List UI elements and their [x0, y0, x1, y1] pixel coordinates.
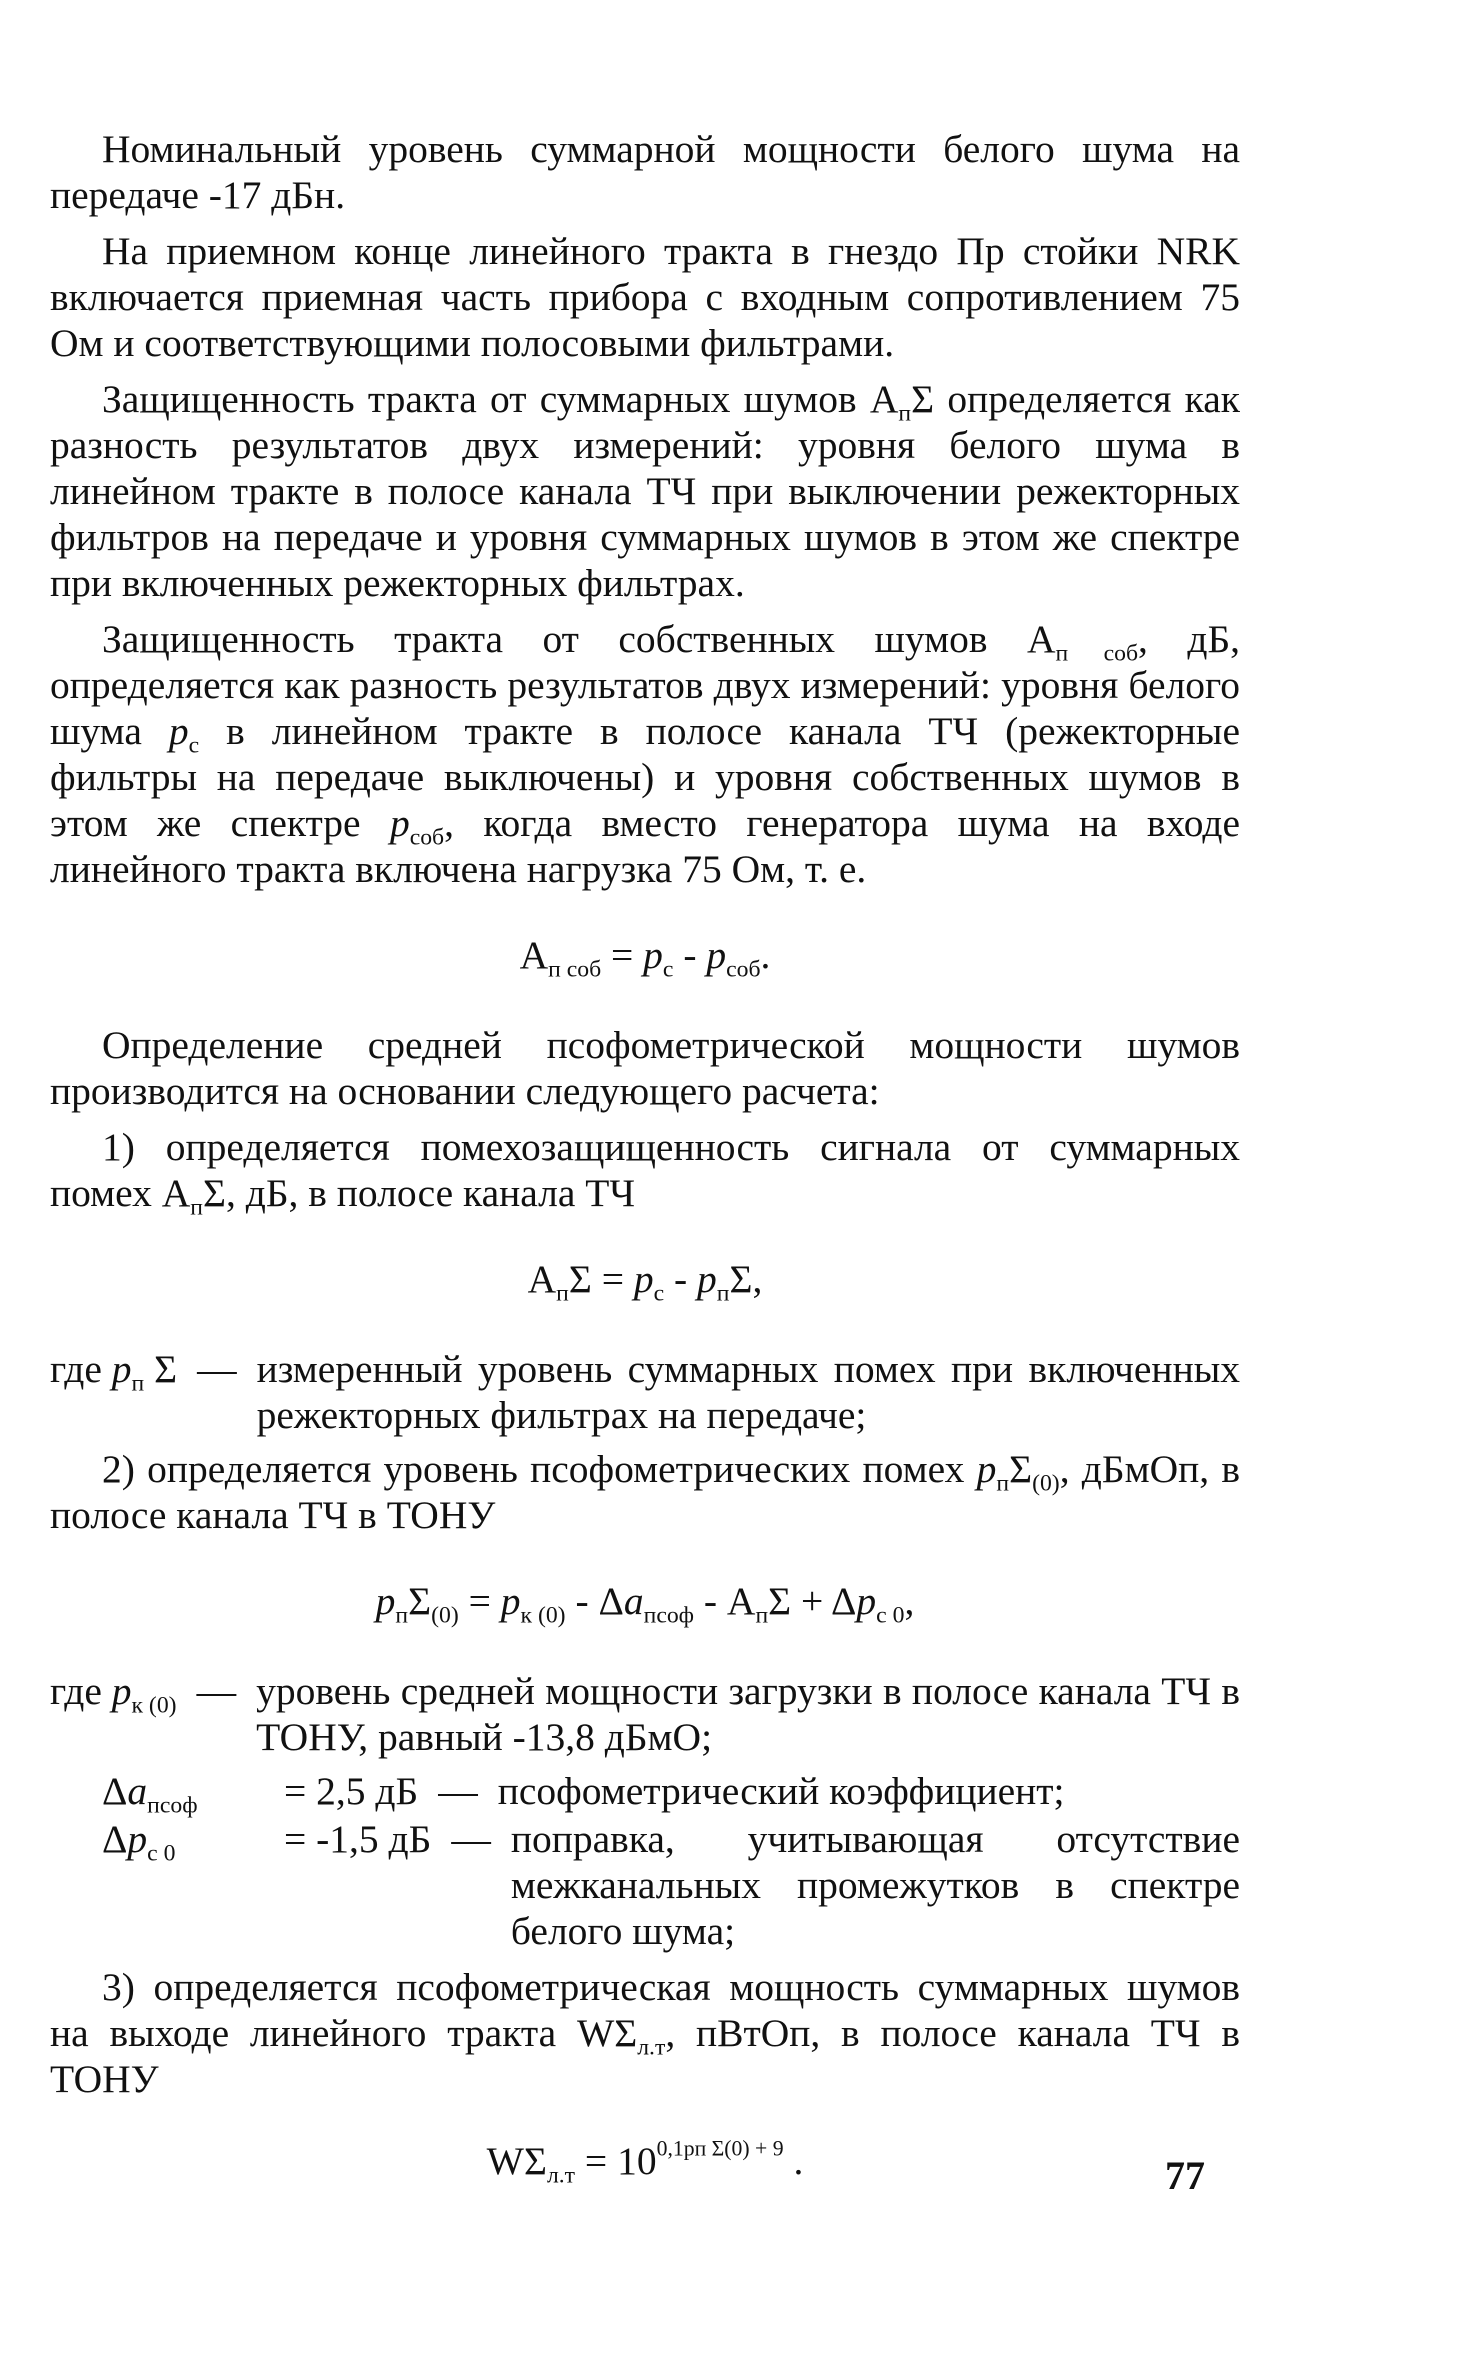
paragraph: [50, 228, 1240, 366]
variable: a: [623, 1579, 644, 1623]
subscript: к (0): [520, 1602, 566, 1629]
subscript: с 0: [876, 1602, 905, 1629]
subscript: с: [188, 732, 200, 759]
where-definition: [50, 1346, 1240, 1438]
subscript: п: [716, 1280, 730, 1307]
page-number: 77: [1165, 2153, 1205, 2198]
variable: p: [127, 1817, 148, 1861]
variable: p: [976, 1447, 997, 1491]
subscript: соб: [409, 824, 445, 851]
variable: p: [389, 801, 410, 845]
subscript: п: [131, 1370, 145, 1397]
paragraph-text: Определение средней псофометрической мощности шумов производится на основании следующего расчета:: [50, 1023, 1240, 1113]
formula-part: Σ: [144, 1347, 178, 1391]
variable: a: [127, 1769, 148, 1813]
definition-value: = -1,5 дБ: [284, 1817, 432, 1861]
formula-part: А: [527, 1257, 557, 1301]
formula-part: .: [760, 933, 771, 977]
subscript: псоф: [643, 1602, 695, 1629]
text-run: Защищенность тракта от суммарных шумов А: [102, 377, 899, 421]
subscript: (0): [1032, 1470, 1060, 1497]
subscript: п: [395, 1602, 409, 1629]
text-run: в линейном тракте в полосе канала ТЧ (режекторные фильтры на передаче выключены) и уровня собственных шумов в этом же спектре: [50, 709, 1240, 845]
definition-term: [50, 1816, 284, 1954]
formula: [50, 1256, 1240, 1307]
definition-text: уровень средней мощности загрузки в полосе канала ТЧ в ТОНУ, равный -13,8 дБмО;: [256, 1669, 1240, 1759]
variable: p: [643, 933, 663, 977]
subscript: п: [996, 1470, 1010, 1497]
where-definition: [50, 1668, 1240, 1760]
text-run: 1) определяется помехозащищенность сигнала от суммарных помех А: [50, 1125, 1240, 1215]
variable: p: [375, 1579, 396, 1623]
text-run: , когда вместо генератора шума на входе линейного тракта включена нагрузка 75 Ом, т. е.: [50, 801, 1241, 891]
formula-part: - Δ: [565, 1579, 624, 1623]
definition-text: поправка, учитывающая отсутствие межканальных промежутков в спектре белого шума;: [510, 1817, 1240, 1953]
em-dash: —: [196, 1669, 237, 1713]
text-run: Σ: [1009, 1447, 1033, 1491]
subscript: п соб: [548, 956, 602, 983]
subscript: п: [190, 1194, 203, 1221]
variable: p: [856, 1579, 877, 1623]
formula-part: Δ: [102, 1769, 128, 1813]
definition-term: [50, 1768, 284, 1819]
paragraph: [50, 376, 1240, 606]
subscript: л.т: [637, 2034, 666, 2061]
subscript: п соб: [1055, 640, 1139, 667]
text-run: , пВтОп, в полосе канала ТЧ в ТОНУ: [50, 2011, 1240, 2101]
definition-term: [50, 1346, 177, 1438]
text-run: , дБ, определяется как разность результатов двух измерений: уровня белого шума: [50, 617, 1240, 753]
subscript: к (0): [131, 1692, 177, 1719]
label: где: [50, 1347, 112, 1391]
text-run: 3) определяется псофометрическая мощность суммарных шумов на выходе линейного тракта WΣ: [50, 1965, 1240, 2055]
formula-part: Σ: [408, 1579, 432, 1623]
variable: p: [633, 1257, 654, 1301]
subscript: п: [755, 1602, 769, 1629]
definition-text: измеренный уровень суммарных помех при включенных режекторных фильтрах на передаче;: [256, 1347, 1240, 1437]
subscript: п: [898, 400, 912, 427]
formula: [50, 2136, 1240, 2189]
subscript: л.т: [546, 2162, 576, 2189]
variable: p: [706, 933, 727, 977]
formula-part: Σ,: [729, 1257, 763, 1301]
coefficient-definition: [50, 1768, 1240, 1819]
text-run: 2) определяется уровень псофометрических помех: [102, 1447, 977, 1491]
variable: p: [168, 709, 189, 753]
variable: p: [111, 1669, 132, 1713]
formula-part: =: [458, 1579, 501, 1623]
paragraph: [50, 1964, 1240, 2102]
formula-part: =: [601, 933, 644, 977]
formula: [50, 1578, 1240, 1629]
body-text: [50, 126, 1240, 2228]
formula: [50, 932, 1240, 983]
variable: p: [500, 1579, 521, 1623]
paragraph: [50, 1022, 1240, 1114]
subscript: соб: [726, 956, 761, 983]
paragraph: [50, 1124, 1240, 1221]
subscript: (0): [431, 1602, 459, 1629]
em-dash: —: [451, 1817, 491, 1861]
formula-part: .: [783, 2139, 804, 2183]
em-dash: —: [438, 1769, 478, 1813]
variable: p: [697, 1257, 717, 1301]
text-run: Защищенность тракта от собственных шумов А: [102, 617, 1056, 661]
formula-part: -: [673, 933, 707, 977]
formula-part: - А: [694, 1579, 756, 1623]
formula-part: WΣ: [486, 2139, 547, 2183]
coefficient-definition: [50, 1816, 1240, 1954]
formula-part: Δ: [102, 1817, 128, 1861]
text-run: Σ, дБ, в полосе канала ТЧ: [202, 1171, 636, 1215]
paragraph-text: Номинальный уровень суммарной мощности белого шума на передаче -17 дБн.: [50, 127, 1240, 217]
formula-part: Σ + Δ: [768, 1579, 857, 1623]
em-dash: —: [197, 1347, 237, 1391]
text-run: Σ определяется как разность результатов двух измерений: уровня белого шума в линейном тракте в полосе канала ТЧ при выключении режекторных фильтров на передаче и уровня суммарных шумов в этом же спектре при включенных режекторных фильтрах.: [50, 377, 1240, 605]
definition-value: = 2,5 дБ: [284, 1769, 419, 1813]
formula-part: Σ =: [568, 1257, 634, 1301]
subscript: с: [653, 1280, 665, 1307]
subscript: п: [556, 1280, 569, 1307]
paragraph: [50, 126, 1240, 218]
superscript: 0,1pп Σ(0) + 9: [656, 2136, 784, 2161]
text-run: , дБмОп, в полосе канала ТЧ в ТОНУ: [50, 1447, 1240, 1537]
subscript: с 0: [147, 1840, 176, 1867]
paragraph-text: На приемном конце линейного тракта в гнездо Пр стойки NRK включается приемная часть прибора с входным сопротивлением 75 Ом и соответствующими полосовыми фильтрами.: [50, 229, 1240, 365]
paragraph: [50, 616, 1240, 892]
definition-term: [50, 1668, 177, 1760]
formula-part: А: [519, 933, 549, 977]
subscript: псоф: [147, 1792, 198, 1819]
paragraph: [50, 1446, 1240, 1538]
formula-part: ,: [904, 1579, 915, 1623]
definition-text: псофометрический коэффициент;: [497, 1769, 1065, 1813]
formula-part: -: [664, 1257, 698, 1301]
formula-part: = 10: [575, 2139, 657, 2183]
label: где: [50, 1669, 112, 1713]
subscript: с: [662, 956, 674, 983]
variable: p: [111, 1347, 132, 1391]
